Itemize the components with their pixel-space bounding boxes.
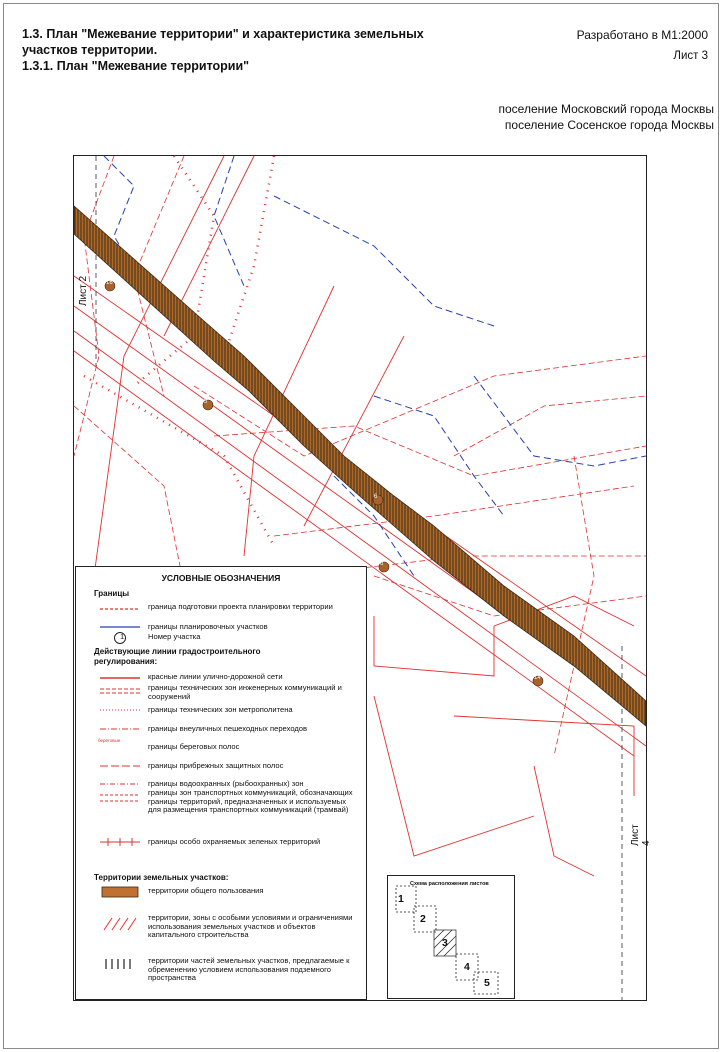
legend-item-pedestrian: границы внеуличных пешеходных переходов: [148, 724, 308, 733]
inset-num-3: 3: [442, 937, 448, 949]
legend-item-transport: границы зон транспортных коммуникаций, обозначающих границы территорий, предназначенных и используемых для размещения транспортных коммуникаций (трамвай): [148, 788, 353, 815]
inset-num-1: 1: [398, 893, 404, 905]
plot-label-14: 14: [534, 675, 541, 681]
swatch-project-boundary: [98, 602, 142, 616]
plot-label-6b: 6: [380, 561, 384, 567]
sheet-layout-inset: [387, 875, 515, 999]
swatch-metro-zones: [98, 703, 142, 717]
swatch-coastal: [98, 759, 142, 773]
legend-item-planning-plots: границы планировочных участков: [148, 622, 268, 631]
sheet-2-label: Лист 2: [78, 275, 89, 306]
legend-section-plots: Территории земельных участков:: [94, 873, 229, 882]
swatch-public-territory: [98, 885, 142, 899]
dash-line-9: [554, 456, 594, 756]
red-line-10: [454, 716, 634, 796]
legend-section-lines: Действующие линии градостроительного регулирования:: [94, 647, 261, 666]
legend-panel: [75, 566, 367, 1000]
inset-sheet-grid: [388, 876, 514, 998]
legend-item-project-boundary: граница подготовки проекта планировки территории: [148, 602, 333, 611]
legend-section-borders: Границы: [94, 589, 130, 598]
dash-line-10: [74, 406, 184, 586]
legend-item-public-territory: территории общего пользования: [148, 886, 264, 895]
plot-label-6a: 6: [374, 494, 378, 500]
green-zone-border-3: [84, 376, 274, 546]
title-line-1: 1.3. План "Межевание территории" и характеристика земельных: [22, 27, 424, 41]
sheet-4-label: Лист 4: [630, 824, 652, 846]
dash-line-4: [214, 426, 646, 476]
swatch-underground: [98, 957, 142, 971]
swatch-tech-zones: [98, 684, 142, 698]
inset-title: Схема расположения листов: [410, 881, 489, 887]
blue-boundary-5: [474, 376, 646, 466]
title-line-3: 1.3.1. План "Межевание территории": [22, 59, 250, 73]
dash-line-1: [74, 156, 114, 456]
swatch-special-zones: [98, 917, 142, 931]
legend-item-tech-zones: границы технических зон инженерных коммуникаций и сооружений: [148, 683, 342, 701]
plot-number-symbol: 1: [120, 632, 125, 641]
swatch-green-territories: [98, 835, 142, 849]
green-zone-border-2: [224, 156, 274, 356]
inset-num-4: 4: [464, 961, 470, 973]
legend-item-green-territories: границы особо охраняемых зеленых территорий: [148, 837, 321, 846]
red-line-11: [534, 766, 594, 876]
inset-num-5: 5: [484, 977, 490, 989]
legend-item-metro-zones: границы технических зон метрополитена: [148, 705, 293, 714]
settlement-2: поселение Сосенское города Москвы: [504, 118, 714, 132]
title-line-2: участков территории.: [22, 43, 158, 57]
page-title: [22, 26, 492, 74]
legend-item-shore: границы береговых полос: [148, 742, 240, 751]
legend-title: УСЛОВНЫЕ ОБОЗНАЧЕНИЯ: [161, 573, 281, 583]
inset-num-2: 2: [420, 913, 426, 925]
legend-item-coastal: границы прибрежных защитных полос: [148, 761, 284, 770]
swatch-red-lines: [98, 671, 142, 685]
red-line-5: [94, 156, 224, 576]
legend-item-plot-number: Номер участка: [148, 632, 201, 641]
sheet-label: Лист 3: [673, 50, 708, 62]
plot-label-16: 16: [106, 280, 113, 286]
scale-label: Разработано в М1:2000: [576, 28, 708, 42]
blue-boundary-3: [274, 196, 494, 326]
legend-item-red-lines: красные линии улично-дорожной сети: [148, 672, 283, 681]
red-line-12: [374, 696, 534, 856]
settlement-1: поселение Московский города Москвы: [498, 102, 714, 116]
settlement-block: [499, 101, 715, 133]
swatch-pedestrian: [98, 722, 142, 736]
legend-item-water-protection: границы водоохранных (рыбоохранных) зон: [148, 779, 304, 788]
swatch-transport: [98, 791, 142, 805]
legend-item-underground: территории частей земельных участков, предлагаемые к обременению условием использования подземного пространства: [148, 956, 350, 983]
dash-line-8: [454, 396, 646, 456]
legend-item-special-zones: территории, зоны с особыми условиями и ограничениями использования земельных участков и объектов капитального строительства: [148, 913, 353, 940]
swatch-water-protection: [98, 777, 142, 791]
red-line-9: [374, 616, 494, 676]
plot-label-5: 5: [204, 399, 208, 405]
swatch-shore-label: береговые: [98, 738, 121, 743]
blue-boundary-2: [214, 156, 244, 286]
